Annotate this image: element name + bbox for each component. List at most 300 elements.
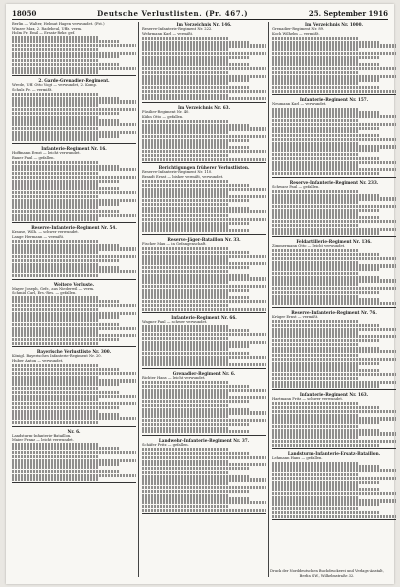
fine-print-row <box>272 82 359 85</box>
fine-print-row <box>12 199 136 202</box>
fine-print-row <box>142 478 266 481</box>
fine-print-row <box>12 274 99 277</box>
fine-print-row <box>12 172 99 175</box>
fine-print-row <box>272 157 379 160</box>
fine-print-row <box>272 362 379 365</box>
fine-print-row <box>12 100 136 103</box>
fine-print-row <box>12 36 99 39</box>
casualty-entry: Schulz Fr. — vermißt. <box>12 87 53 92</box>
fine-print-row <box>12 308 99 311</box>
fine-print-row <box>272 287 396 290</box>
fine-print-row <box>12 104 99 107</box>
fine-print-row <box>12 406 119 409</box>
fine-print-row <box>142 52 266 55</box>
section-rule <box>12 75 136 76</box>
section-rule <box>142 435 266 436</box>
casualty-entry: Neumann Karl — verwundet. <box>272 102 327 107</box>
fine-print-row <box>272 56 379 59</box>
fine-print-row <box>12 474 136 477</box>
page-date: 25. September 1916 <box>308 8 388 18</box>
fine-print-row <box>272 197 396 200</box>
casualty-section <box>272 239 396 308</box>
fine-print-row <box>272 343 359 346</box>
fine-print-row <box>142 356 266 359</box>
fine-print-row <box>12 459 136 462</box>
fine-print-row <box>12 395 136 398</box>
fine-print-row <box>272 257 396 260</box>
section-heading: Im Verzeichnis Nr. 146. <box>176 22 232 27</box>
fine-print-row <box>272 414 359 417</box>
fine-print-row <box>272 444 379 447</box>
casualty-section <box>142 438 266 514</box>
fine-print-row <box>142 452 249 455</box>
fine-print-row <box>272 67 396 70</box>
fine-print-row <box>12 247 136 250</box>
newspaper-page <box>6 4 394 584</box>
fine-print-row <box>272 283 359 286</box>
casualty-entry: Lange Hermann — vermißt. <box>12 234 65 239</box>
fine-print-row <box>142 207 249 210</box>
fine-print-row <box>272 115 396 118</box>
fine-print-row <box>272 384 379 387</box>
fine-print-row <box>12 191 136 194</box>
section-rule <box>12 143 136 144</box>
fine-print-row <box>272 268 379 271</box>
fine-print-row <box>142 456 266 459</box>
fine-print-row <box>142 195 266 198</box>
fine-print-row <box>12 44 136 47</box>
fine-print-row <box>12 40 119 43</box>
fine-print-row <box>272 134 379 137</box>
fine-print-row <box>142 274 249 277</box>
casualty-entry: Bauer Paul — gefallen. <box>12 155 55 160</box>
fine-print-row <box>12 127 99 130</box>
fine-print-row <box>12 70 99 73</box>
fine-print-row <box>12 165 119 168</box>
casualty-entry: Lehmann Hans — gefallen. <box>272 456 323 461</box>
fine-print-row <box>12 338 119 341</box>
fine-print-row <box>142 333 266 336</box>
fine-print-row <box>142 86 249 89</box>
fine-print-row <box>12 168 136 171</box>
fine-print-row <box>272 440 396 443</box>
fine-print-row <box>142 67 266 70</box>
fine-print-row <box>142 490 249 493</box>
fine-print-row <box>142 467 249 470</box>
fine-print-row <box>142 199 249 202</box>
fine-print-row <box>272 264 396 267</box>
fine-print-row <box>272 499 396 502</box>
fine-print-row <box>272 515 396 518</box>
fine-print-row <box>272 123 396 126</box>
fine-print-row <box>142 505 229 508</box>
publication-title: Deutsche Verlustlisten. (Pr. 467.) <box>97 8 249 18</box>
fine-print-row <box>272 190 359 193</box>
fine-print-row <box>272 462 359 465</box>
fine-print-row <box>272 71 359 74</box>
casualty-entry: Grenadier-Regiment Nr. 89. <box>272 27 325 31</box>
fine-print-row <box>142 292 229 295</box>
fine-print-row <box>272 153 359 156</box>
fine-print-row <box>272 194 379 197</box>
section-heading: Reserve-Infanterie-Regiment Nr. 54. <box>31 225 117 231</box>
casualty-section <box>142 22 266 103</box>
fine-print-row <box>12 123 136 126</box>
fine-print-row <box>272 224 359 227</box>
fine-print-row <box>272 48 359 51</box>
section-rule <box>12 346 136 347</box>
fine-print-row <box>142 44 266 47</box>
fine-print-row <box>142 262 266 265</box>
fine-print-row <box>12 417 136 420</box>
fine-print-row <box>272 212 359 215</box>
fine-print-row <box>272 354 359 357</box>
section-heading: Grenadier-Regiment Nr. 6. <box>172 370 236 376</box>
section-heading: Infanterie-Regiment Nr. 163. <box>299 392 369 397</box>
fine-print-row <box>272 86 379 89</box>
fine-print-row <box>12 413 119 416</box>
fine-print-row <box>142 94 229 97</box>
fine-print-row <box>12 161 99 164</box>
fine-print-row <box>142 41 249 44</box>
casualty-section <box>272 451 396 520</box>
fine-print-row <box>142 285 266 288</box>
fine-print-row <box>272 216 379 219</box>
fine-print-row <box>12 443 99 446</box>
section-rule <box>272 519 396 520</box>
fine-print-row <box>142 304 229 307</box>
fine-print-row <box>142 218 266 221</box>
fine-print-row <box>12 259 119 262</box>
casualty-entry: Königl. Bayerisches Infanterie-Regiment Nr. 20. <box>12 354 102 359</box>
fine-print-row <box>142 56 249 59</box>
fine-print-row <box>12 455 99 458</box>
fine-print-row <box>12 342 99 345</box>
fine-print-row <box>272 320 359 323</box>
fine-print-row <box>272 228 396 231</box>
fine-print-row <box>12 180 119 183</box>
fine-print-row <box>272 41 379 44</box>
fine-print-row <box>142 75 266 78</box>
casualty-entry: Mayer Joseph, Gefr., aus Niederwil — verm. <box>12 286 95 291</box>
casualty-entry: Schäfer Fritz — gefallen. <box>142 442 189 447</box>
fine-print-row <box>12 312 136 315</box>
fine-print-row <box>272 436 359 439</box>
fine-print-row <box>12 421 99 424</box>
fine-print-row <box>142 154 229 157</box>
fine-print-row <box>272 209 379 212</box>
fine-print-row <box>142 396 266 399</box>
fine-print-row <box>142 308 266 311</box>
fine-print-row <box>12 202 119 205</box>
fine-print-row <box>272 119 359 122</box>
fine-print-row <box>272 492 396 495</box>
fine-print-row <box>142 411 266 414</box>
page-number: 18050 <box>12 8 37 18</box>
section-rule <box>142 312 266 313</box>
fine-print-row <box>12 138 99 141</box>
fine-print-row <box>272 249 359 252</box>
fine-print-row <box>142 142 229 145</box>
fine-print-row <box>272 339 379 342</box>
casualty-section <box>12 146 136 223</box>
fine-print-row <box>12 477 99 480</box>
fine-print-row <box>272 331 359 334</box>
fine-print-row <box>272 373 396 376</box>
printer-imprint: Druck der Norddeutschen Buchdruckerei und Verlags-Anstalt, Berlin SW., Wilhelmstraße 32. <box>270 569 384 578</box>
fine-print-row <box>142 270 229 273</box>
section-heading: Infanterie-Regiment Nr. 157. <box>299 97 369 103</box>
fine-print-row <box>12 93 99 96</box>
page-header <box>12 7 388 19</box>
fine-print-row <box>142 229 249 232</box>
fine-print-row <box>142 427 229 430</box>
fine-print-row <box>142 131 229 134</box>
fine-print-row <box>142 501 266 504</box>
fine-print-row <box>272 272 359 275</box>
casualty-section <box>12 22 136 76</box>
fine-print-row <box>272 507 359 510</box>
fine-print-row <box>272 432 396 435</box>
fine-print-row <box>142 210 266 213</box>
fine-print-row <box>272 130 359 133</box>
fine-print-row <box>12 59 99 62</box>
fine-print-row <box>142 289 249 292</box>
fine-print-row <box>142 277 266 280</box>
fine-print-row <box>272 75 396 78</box>
fine-print-row <box>12 214 136 217</box>
casualty-entry: Hartmann Fritz — schwer verwundet. <box>272 397 343 401</box>
fine-print-row <box>142 430 249 433</box>
fine-print-row <box>12 251 99 254</box>
casualty-section <box>12 349 136 426</box>
fine-print-row <box>142 222 249 225</box>
column-right <box>272 22 396 577</box>
fine-print-row <box>272 291 379 294</box>
casualty-entry: Winzer Max, 2. Radebeul, Uffz. verm. <box>12 26 83 31</box>
fine-print-row <box>12 52 136 55</box>
fine-print-row <box>272 90 396 93</box>
casualty-section <box>142 315 266 369</box>
fine-print-row <box>142 214 229 217</box>
section-rule <box>272 94 396 95</box>
casualty-entry: Kühn Otto — gefallen. <box>142 114 184 119</box>
casualty-entry: Richter Hans — leicht verwundet. <box>142 375 206 380</box>
fine-print-row <box>272 78 379 81</box>
fine-print-row <box>272 205 396 208</box>
casualty-entry: Brandt Ernst — bisher vermißt, verwundet. <box>142 174 224 179</box>
section-rule <box>142 513 266 514</box>
fine-print-row <box>12 116 99 119</box>
section-heading: 2. Garde-Grenadier-Regiment. <box>38 78 110 84</box>
fine-print-row <box>142 381 229 384</box>
fine-print-row <box>12 183 99 186</box>
fine-print-row <box>12 462 119 465</box>
fine-print-row <box>272 231 379 234</box>
section-heading: Infanterie-Regiment Nr. 16. <box>41 145 107 151</box>
fine-print-row <box>142 471 229 474</box>
fine-print-row <box>142 225 229 228</box>
section-rule <box>12 279 136 280</box>
fine-print-row <box>272 201 359 204</box>
fine-print-row <box>272 302 396 305</box>
casualty-section <box>142 105 266 163</box>
fine-print-row <box>142 486 266 489</box>
section-heading: Landsturm-Infanterie-Ersatz-Bataillon. <box>287 451 381 457</box>
casualty-section <box>12 282 136 348</box>
casualty-entry: Koch Wilhelm — vermißt. <box>272 31 320 36</box>
fine-print-row <box>12 266 119 269</box>
fine-print-row <box>12 210 119 213</box>
fine-print-row <box>272 484 359 487</box>
header-rule <box>12 19 388 20</box>
fine-print-row <box>272 138 396 141</box>
fine-print-row <box>142 48 229 51</box>
fine-print-row <box>142 184 249 187</box>
fine-print-row <box>142 146 249 149</box>
fine-print-row <box>142 247 229 250</box>
fine-print-row <box>272 469 396 472</box>
casualty-entry: Füsilier-Regiment Nr. 40. <box>142 109 190 114</box>
fine-print-row <box>272 44 396 47</box>
casualty-section <box>272 22 396 95</box>
casualty-section <box>272 392 396 449</box>
fine-print-row <box>142 71 229 74</box>
fine-print-row <box>142 90 266 93</box>
fine-print-row <box>272 358 396 361</box>
fine-print-row <box>142 37 229 40</box>
fine-print-row <box>142 188 266 191</box>
fine-print-row <box>142 348 229 351</box>
fine-print-row <box>12 296 99 299</box>
fine-print-row <box>272 52 396 55</box>
casualty-section <box>12 78 136 144</box>
fine-print-row <box>272 298 379 301</box>
fine-print-row <box>12 176 136 179</box>
fine-print-row <box>142 124 249 127</box>
casualty-entry: Berlin — Walter, Helmut Hagen verwundet. (Fst.) <box>12 22 105 26</box>
casualty-section <box>12 225 136 280</box>
fine-print-row <box>272 402 359 405</box>
column-left <box>12 22 136 577</box>
fine-print-row <box>12 67 136 70</box>
fine-print-row <box>142 120 229 123</box>
column-divider <box>138 22 139 577</box>
fine-print-row <box>142 415 229 418</box>
fine-print-row <box>142 494 229 497</box>
fine-print-row <box>272 63 379 66</box>
section-rule <box>272 307 396 308</box>
casualty-entry: Krüger Ernst — vermißt. <box>272 314 319 319</box>
section-heading: Berichtigungen früherer Verlustlisten. <box>158 165 250 171</box>
fine-print-row <box>142 158 266 161</box>
section-rule <box>12 222 136 223</box>
fine-print-row <box>12 304 136 307</box>
fine-print-row <box>142 82 229 85</box>
fine-print-row <box>142 448 229 451</box>
fine-print-row <box>272 410 396 413</box>
fine-print-row <box>142 281 229 284</box>
fine-print-row <box>12 319 99 322</box>
casualty-section <box>12 429 136 484</box>
section-heading: Bayerische Verlustliste Nr. 300. <box>36 349 112 355</box>
fine-print-row <box>12 300 119 303</box>
fine-print-row <box>12 119 119 122</box>
fine-print-row <box>12 379 136 382</box>
section-rule <box>272 448 396 449</box>
fine-print-row <box>142 497 249 500</box>
fine-print-row <box>12 410 99 413</box>
casualty-entry: Wagner Paul — schwer verwundet. <box>142 320 208 325</box>
fine-print-row <box>12 206 99 209</box>
fine-print-row <box>272 377 359 380</box>
fine-print-row <box>142 63 249 66</box>
section-heading: Reserve-Infanterie-Regiment Nr. 233. <box>289 179 379 185</box>
fine-print-row <box>272 108 359 111</box>
fine-print-row <box>12 402 136 405</box>
fine-print-row <box>12 334 136 337</box>
casualty-section <box>272 180 396 237</box>
fine-print-row <box>12 97 119 100</box>
fine-print-row <box>272 481 379 484</box>
fine-print-row <box>12 368 119 371</box>
fine-print-row <box>272 417 396 420</box>
fine-print-row <box>272 253 379 256</box>
fine-print-row <box>12 240 99 243</box>
casualty-entry: Hoffmann Ernst — leicht verwundet. <box>12 150 81 155</box>
section-rule <box>142 162 266 163</box>
fine-print-row <box>12 387 99 390</box>
fine-print-row <box>12 217 99 220</box>
fine-print-row <box>12 391 119 394</box>
fine-print-row <box>142 389 266 392</box>
fine-print-row <box>272 421 379 424</box>
fine-print-row <box>142 127 266 130</box>
fine-print-row <box>12 270 136 273</box>
fine-print-row <box>12 451 136 454</box>
casualty-entry: Zimmermann Otto — leicht verwundet. <box>272 244 346 249</box>
fine-print-row <box>272 335 396 338</box>
fine-print-row <box>272 347 379 350</box>
fine-print-row <box>272 477 396 480</box>
fine-print-row <box>142 463 266 466</box>
fine-print-row <box>272 429 379 432</box>
section-rule <box>142 368 266 369</box>
fine-print-row <box>272 496 359 499</box>
fine-print-row <box>142 363 266 366</box>
fine-print-row <box>272 127 379 130</box>
casualty-entry: Huber Anton — verwundet. <box>12 359 64 364</box>
fine-print-row <box>272 465 379 468</box>
section-heading: Landwehr-Infanterie-Regiment Nr. 37. <box>158 437 250 443</box>
fine-print-row <box>142 385 249 388</box>
fine-print-row <box>12 315 119 318</box>
fine-print-row <box>12 466 99 469</box>
fine-print-row <box>142 392 229 395</box>
fine-print-row <box>272 149 379 152</box>
fine-print-row <box>272 365 359 368</box>
fine-print-row <box>272 369 379 372</box>
fine-print-row <box>12 263 99 266</box>
fine-print-row <box>272 279 396 282</box>
section-rule <box>142 102 266 103</box>
fine-print-row <box>272 324 379 327</box>
fine-print-row <box>272 488 379 491</box>
fine-print-row <box>142 337 229 340</box>
fine-print-row <box>142 509 266 512</box>
fine-print-row <box>142 475 249 478</box>
fine-print-row <box>12 112 119 115</box>
